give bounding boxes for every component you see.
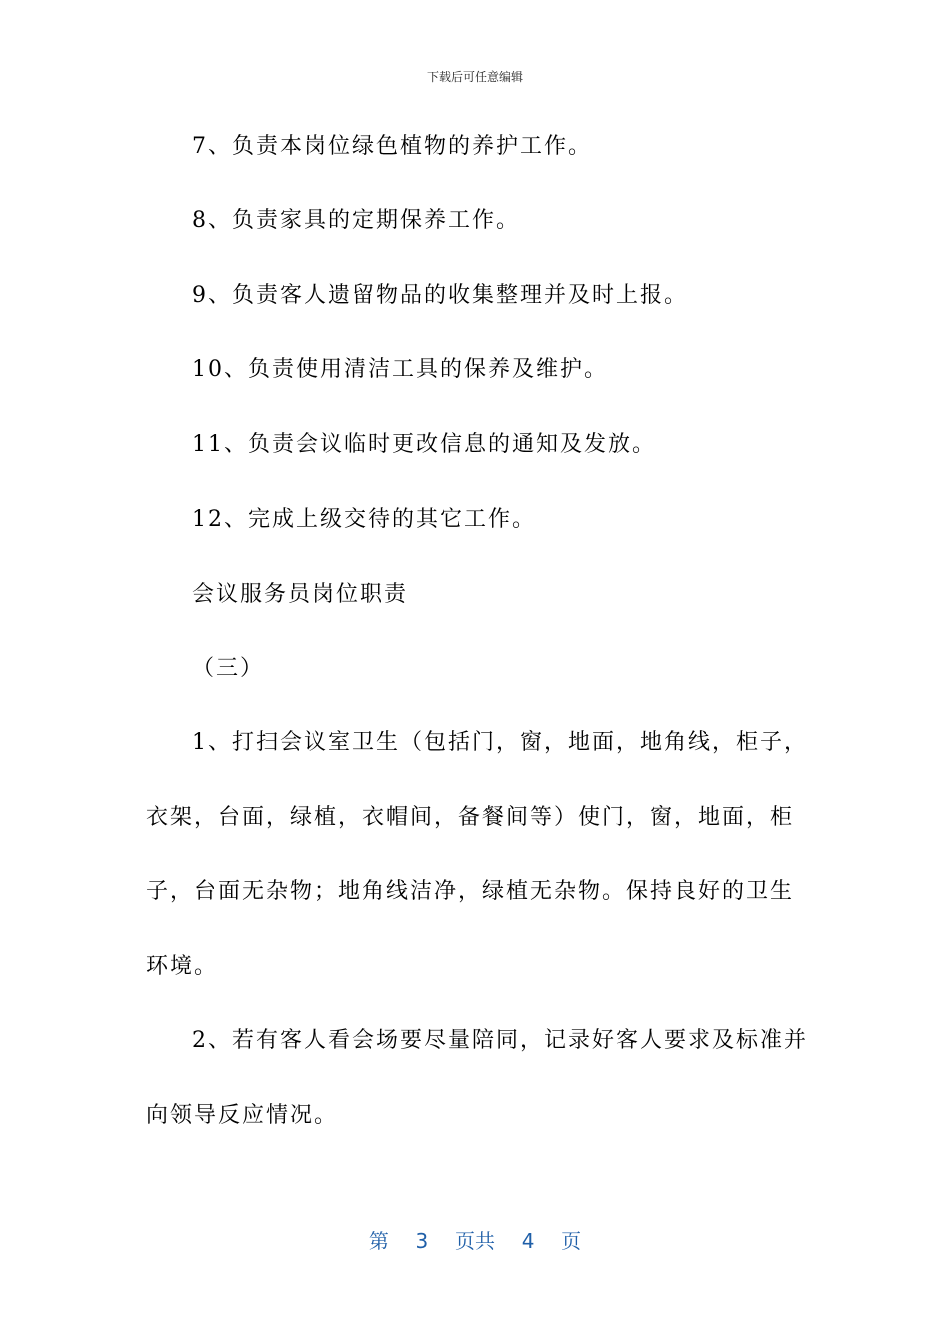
paragraph-line: 1、打扫会议室卫生（包括门，窗，地面，地角线，柜子， [192,730,808,755]
paragraph-line: 衣架，台面，绿植，衣帽间，备餐间等）使门，窗，地面，柜 [146,805,795,830]
section-number: （三） [192,656,265,681]
paragraph-line: 环境。 [146,954,219,979]
list-item: 12、完成上级交待的其它工作。 [192,507,536,532]
header-note: 下载后可任意编辑 [426,70,523,84]
list-item: 8、负责家具的定期保养工作。 [192,208,520,233]
footer-suffix: 页 [561,1229,582,1253]
section-title: 会议服务员岗位职责 [192,582,409,607]
footer-total-pages: 4 [521,1229,535,1253]
list-item: 11、负责会议临时更改信息的通知及发放。 [192,432,656,457]
page-footer [0,1225,950,1254]
paragraph-line: 向领导反应情况。 [146,1103,339,1128]
paragraph-line: 2、若有客人看会场要尽量陪同，记录好客人要求及标准并 [192,1028,808,1053]
footer-middle: 页共 [455,1229,495,1253]
paragraph-line: 子，台面无杂物；地角线洁净，绿植无杂物。保持良好的卫生 [146,879,795,904]
footer-prefix: 第 [368,1229,389,1253]
list-item: 9、负责客人遗留物品的收集整理并及时上报。 [192,283,688,308]
list-item: 7、负责本岗位绿色植物的养护工作。 [192,134,592,159]
list-item: 10、负责使用清洁工具的保养及维护。 [192,357,608,382]
footer-current-page: 3 [415,1229,429,1253]
